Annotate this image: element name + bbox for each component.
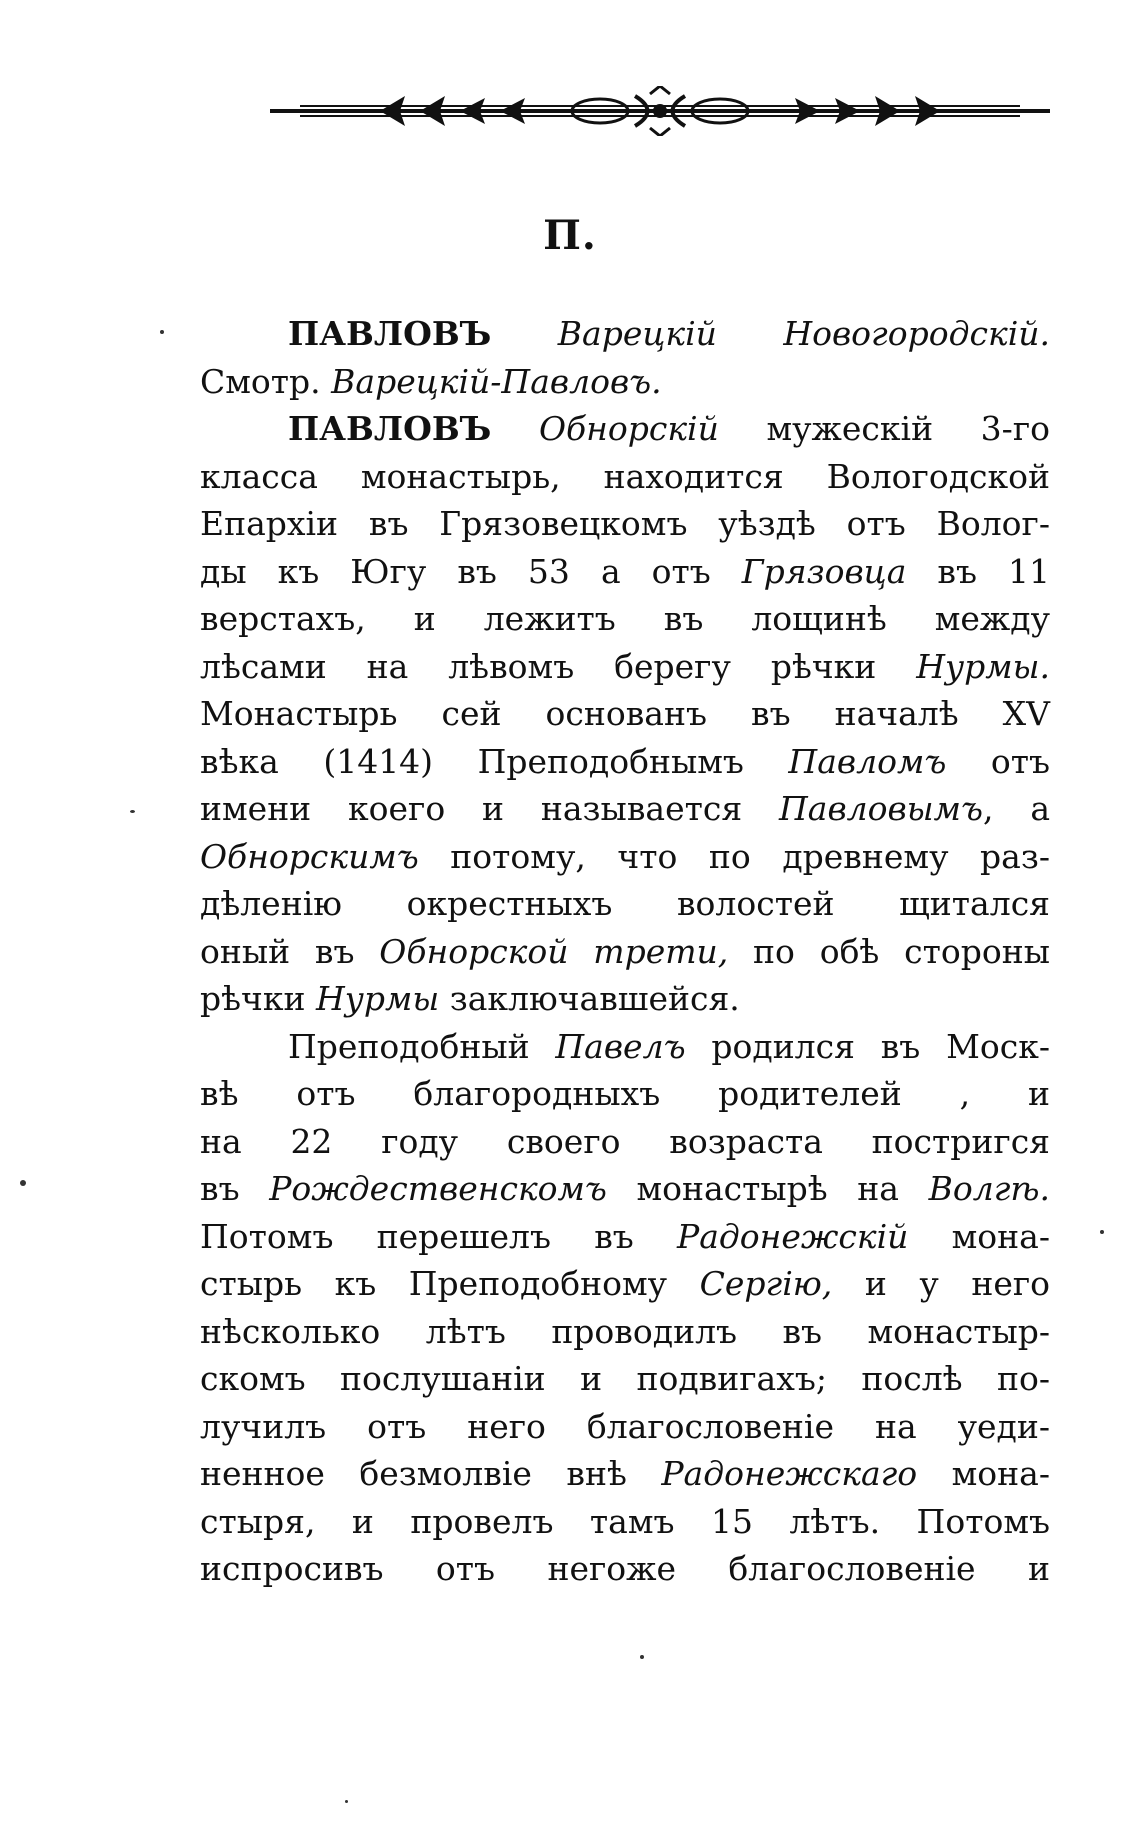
text-run: мона- bbox=[908, 1216, 1050, 1256]
italic-name: Павелъ bbox=[555, 1026, 686, 1066]
text-line bbox=[200, 738, 1050, 786]
text-line bbox=[200, 1260, 1050, 1308]
text-run: верстахъ, и лежитъ въ лощинѣ между bbox=[200, 599, 1050, 638]
text-line bbox=[200, 595, 1050, 643]
text-line bbox=[200, 1450, 1050, 1498]
text-run: Епархіи въ Грязовецкомъ уѣздѣ отъ Волог- bbox=[200, 504, 1050, 543]
text-run: отъ bbox=[946, 741, 1050, 781]
italic-name: Павломъ bbox=[788, 741, 947, 781]
text-line bbox=[200, 453, 1050, 501]
text-run: имени коего и называется bbox=[200, 789, 779, 828]
text-line bbox=[200, 500, 1050, 548]
text-line bbox=[200, 975, 1050, 1023]
italic-name: Обнорскій bbox=[538, 409, 719, 448]
decorative-ornament-divider bbox=[270, 86, 1050, 136]
entry-headword: ПАВЛОВЪ bbox=[288, 314, 492, 353]
italic-name: Волгѣ. bbox=[928, 1169, 1050, 1208]
text-line bbox=[200, 785, 1050, 833]
text-line bbox=[200, 1355, 1050, 1403]
text-line bbox=[200, 358, 1050, 406]
paper-speck bbox=[130, 810, 135, 813]
text-line bbox=[200, 548, 1050, 596]
text-run: нѣсколько лѣтъ проводилъ въ монастыр- bbox=[200, 1311, 1050, 1351]
italic-name: Обнорской трети, bbox=[379, 931, 729, 971]
text-line bbox=[200, 690, 1050, 738]
paper-speck bbox=[20, 1180, 26, 1186]
italic-name: Рождественскомъ bbox=[269, 1169, 607, 1208]
text-line bbox=[200, 405, 1050, 453]
text-line bbox=[200, 1118, 1050, 1166]
text-run: оный въ bbox=[200, 931, 380, 971]
entry-headword: ПАВЛОВЪ bbox=[288, 409, 492, 448]
text-run: и у него bbox=[832, 1264, 1051, 1303]
text-run: Смотр. bbox=[200, 361, 332, 401]
text-line bbox=[200, 1545, 1050, 1593]
paper-speck bbox=[160, 330, 164, 334]
text-line bbox=[200, 833, 1050, 881]
text-run: по обѣ стороны bbox=[728, 931, 1050, 971]
text-run: Потомъ перешелъ въ bbox=[200, 1216, 677, 1256]
text-run: въ bbox=[200, 1169, 270, 1208]
text-run: класса монастырь, находится Вологодской bbox=[200, 456, 1050, 496]
italic-name: Обнорскимъ bbox=[200, 836, 419, 876]
text-run: мона- bbox=[917, 1454, 1050, 1493]
text-run: ненное безмолвіе внѣ bbox=[200, 1454, 662, 1493]
text-line bbox=[200, 310, 1050, 358]
text-run: въ 11 bbox=[906, 551, 1050, 591]
text-run: Преподобный bbox=[288, 1026, 556, 1066]
text-run: испросивъ отъ негоже благословеніе и bbox=[200, 1549, 1050, 1588]
text-run: лѣсами на лѣвомъ берегу рѣчки bbox=[200, 646, 917, 686]
text-line bbox=[200, 1403, 1050, 1451]
text-run: мужескій 3-го bbox=[718, 409, 1050, 448]
italic-name: Варецкій-Павловъ. bbox=[331, 361, 662, 401]
text-line bbox=[200, 1070, 1050, 1118]
text-run bbox=[491, 409, 539, 448]
italic-name: Сергію, bbox=[699, 1264, 833, 1303]
text-run bbox=[717, 314, 783, 353]
text-run: рѣчки bbox=[200, 979, 316, 1018]
text-run: скомъ послушаніи и подвигахъ; послѣ по- bbox=[200, 1359, 1050, 1398]
text-run: заключавшейся. bbox=[439, 979, 740, 1018]
paper-speck bbox=[1100, 1230, 1104, 1234]
italic-name: Радонежскій bbox=[676, 1216, 909, 1256]
paper-speck bbox=[640, 1655, 644, 1659]
italic-name: Павловымъ bbox=[779, 789, 983, 828]
text-run: стыря, и провелъ тамъ 15 лѣтъ. Потомъ bbox=[200, 1501, 1050, 1541]
text-line bbox=[200, 1023, 1050, 1071]
section-letter-heading: П. bbox=[543, 212, 597, 259]
text-line bbox=[200, 928, 1050, 976]
italic-name: Нурмы. bbox=[916, 646, 1050, 686]
text-line bbox=[200, 1213, 1050, 1261]
italic-name: Радонежскаго bbox=[661, 1454, 918, 1493]
text-run: , а bbox=[982, 789, 1050, 828]
text-run: родился въ Моск- bbox=[685, 1026, 1050, 1066]
body-text bbox=[200, 310, 1050, 1593]
text-run: лучилъ отъ него благословеніе на уеди- bbox=[200, 1406, 1050, 1446]
italic-name: Варецкій bbox=[557, 314, 717, 353]
text-line bbox=[200, 880, 1050, 928]
text-run: вѣ отъ благородныхъ родителей , и bbox=[200, 1074, 1050, 1113]
italic-name: Грязовца bbox=[741, 551, 907, 591]
text-line bbox=[200, 643, 1050, 691]
text-run: Монастырь сей основанъ въ началѣ XV bbox=[200, 694, 1050, 733]
paper-speck bbox=[345, 1800, 348, 1803]
text-run: ды къ Югу въ 53 а отъ bbox=[200, 551, 742, 591]
italic-name: Нурмы bbox=[315, 979, 440, 1018]
text-run: вѣка (1414) Преподобнымъ bbox=[200, 741, 789, 781]
text-line bbox=[200, 1308, 1050, 1356]
text-run bbox=[491, 314, 557, 353]
text-run: стырь къ Преподобному bbox=[200, 1264, 700, 1303]
text-run: потому, что по древнему раз- bbox=[418, 836, 1050, 876]
text-run: на 22 году своего возраста постригся bbox=[200, 1121, 1050, 1161]
text-line bbox=[200, 1165, 1050, 1213]
text-line bbox=[200, 1498, 1050, 1546]
text-run: дѣленію окрестныхъ волостей щитался bbox=[200, 884, 1050, 923]
italic-name: Новогородскій. bbox=[783, 314, 1050, 353]
text-run: монастырѣ на bbox=[606, 1169, 929, 1208]
